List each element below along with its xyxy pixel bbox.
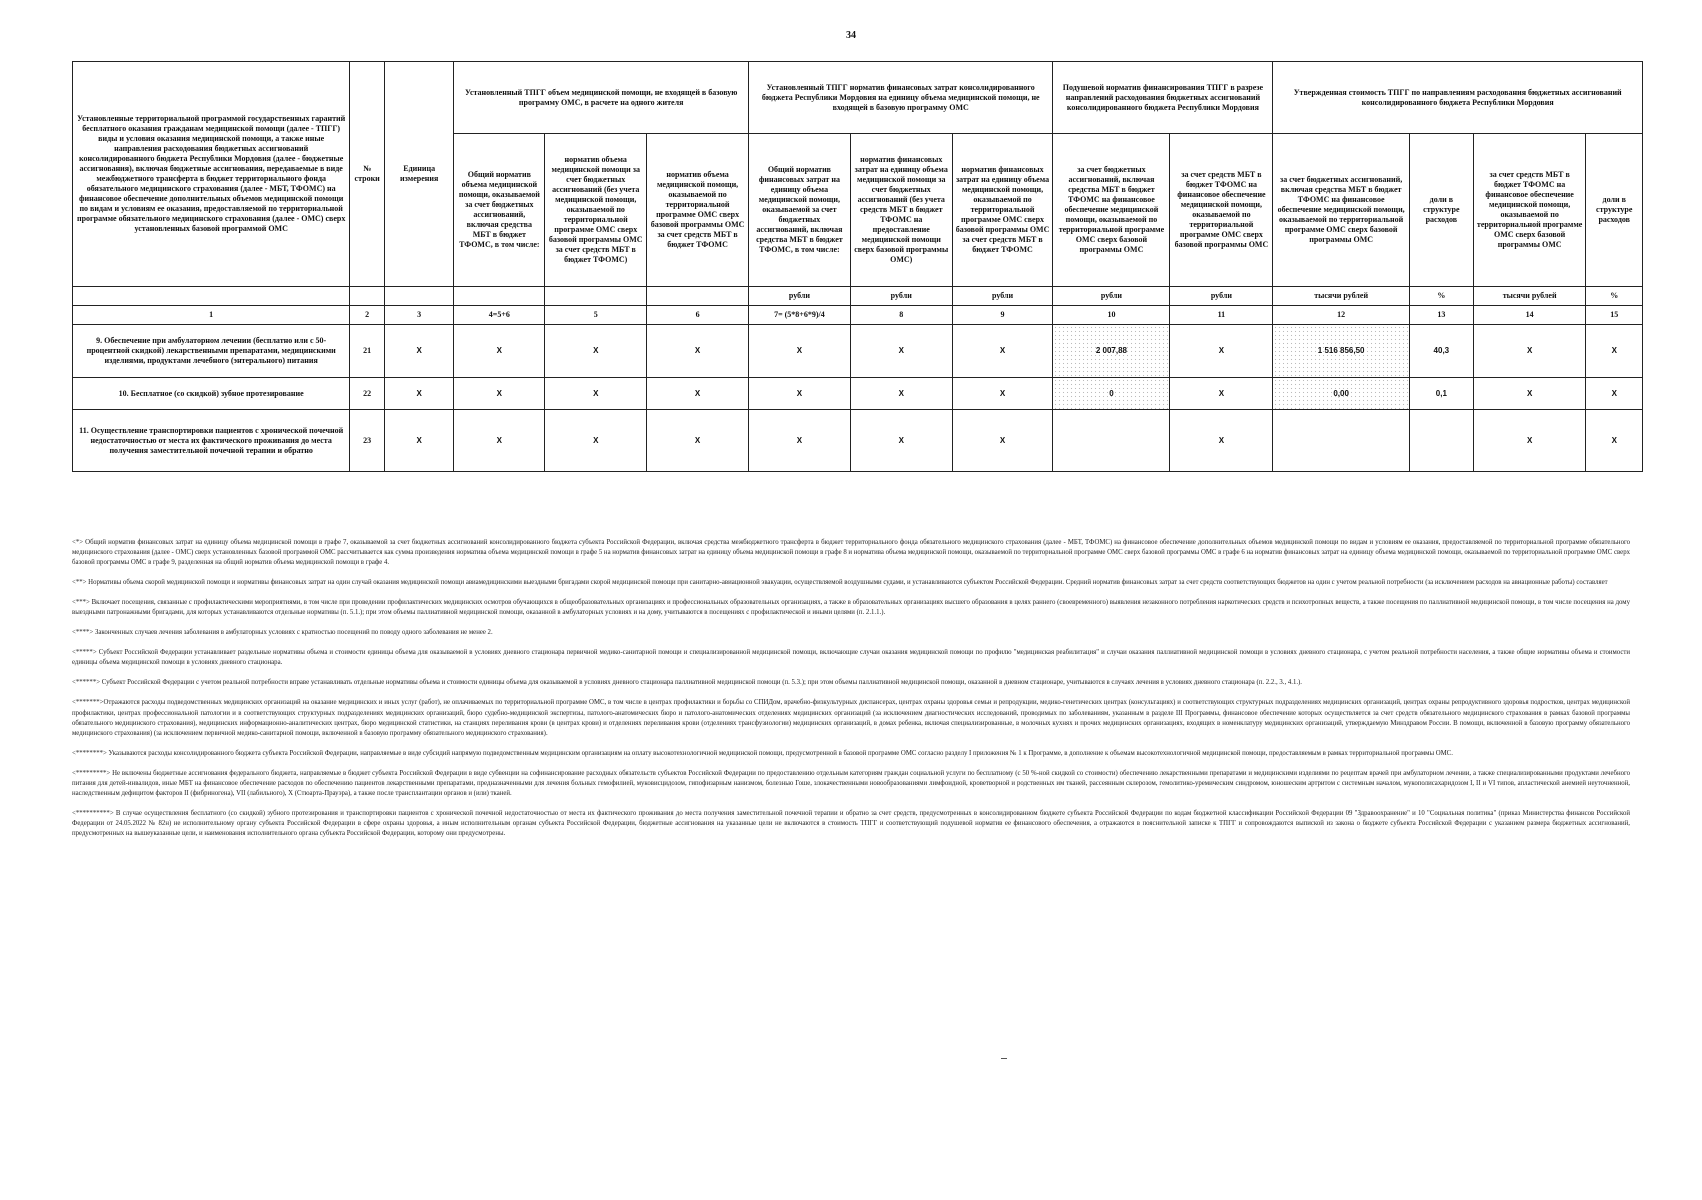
unit-7: рубли bbox=[749, 287, 851, 306]
header-main: Установленные территориальной программой государственных гарантий бесплатного оказания гражданам медицинской помощи (далее - ТПГГ) виды и условия оказания медицинской помощи, а также иные направления расходования бюджетных ассигнований консолидированного бюджета Республики Мордовия (далее - бюджетные ассигнования), включая бюджетные ассигнования, передаваемые в виде межбюджетного трансферта в бюджет территориального фонда обязательного медицинского страхования (далее - МБТ, ТФОМС) на финансовое обеспечение дополнительных объемов медицинской помощи по видам и условиям ее оказания, предоставляемой по территориальной программе обязательного медицинского страхования (далее - ОМС) сверх установленных базовой программой ОМС bbox=[73, 62, 350, 287]
cell-4: Х bbox=[454, 325, 545, 378]
table-row bbox=[73, 378, 1643, 410]
colnum: 7= (5*8+6*9)/4 bbox=[749, 306, 851, 325]
cell-10: 0 bbox=[1053, 378, 1170, 410]
cell-7: Х bbox=[749, 410, 851, 472]
sub-header-11: за счет средств МБТ в бюджет ТФОМС на финансовое обеспечение медицинской помощи, оказываемой по территориальной программе ОМС сверх базовой программы ОМС bbox=[1170, 134, 1273, 287]
colnum: 9 bbox=[952, 306, 1053, 325]
cell-8: Х bbox=[850, 378, 952, 410]
footnote: <***> Включает посещения, связанные с профилактическими мероприятиями, в том числе при проведении профилактических медицинских осмотров обучающихся в общеобразовательных организациях и профессиональных образовательных организациях, а также в образовательных организациях высшего образования в целях раннего (своевременного) выявления незаконного потребления наркотических средств и психотропных веществ, а также посещения по паллиативной медицинской помощи, в том числе посещения на дому выездными патронажными бригадами, для которых устанавливаются отдельные нормативы (п. 5.1.); при этом объемы паллиативной медицинской помощи, оказанной в амбулаторных условиях и на дому, учитываются в посещениях с профилактической и иными целями (п. 2.1.1.). bbox=[72, 599, 1630, 617]
cell-5: Х bbox=[545, 378, 647, 410]
colnum: 14 bbox=[1473, 306, 1586, 325]
cell-8: Х bbox=[850, 410, 952, 472]
cell-13: 40,3 bbox=[1409, 325, 1473, 378]
colnum: 10 bbox=[1053, 306, 1170, 325]
cell-15: Х bbox=[1586, 325, 1643, 378]
financing-table bbox=[72, 61, 1643, 472]
unit-11: рубли bbox=[1170, 287, 1273, 306]
cell-15: Х bbox=[1586, 378, 1643, 410]
unit-14: тысячи рублей bbox=[1473, 287, 1586, 306]
colnum: 11 bbox=[1170, 306, 1273, 325]
sub-header-7: Общий норматив финансовых затрат на единицу объема медицинской помощи, оказываемой за счет бюджетных ассигнований, включая средства МБТ в бюджет ТФОМС, в том числе: bbox=[749, 134, 851, 287]
row-description: 10. Бесплатное (со скидкой) зубное протезирование bbox=[73, 378, 350, 410]
unit-15: % bbox=[1586, 287, 1643, 306]
cell-4: Х bbox=[454, 378, 545, 410]
cell-12: 1 516 856,50 bbox=[1273, 325, 1410, 378]
colnum: 6 bbox=[647, 306, 749, 325]
cell-14: Х bbox=[1473, 378, 1586, 410]
page-number: 34 bbox=[846, 30, 856, 41]
units-row bbox=[73, 287, 1643, 306]
unit-10: рубли bbox=[1053, 287, 1170, 306]
sub-header-4: Общий норматив объема медицинской помощи, оказываемой за счет бюджетных ассигнований, включая средства МБТ в бюджет ТФОМС, в том числе: bbox=[454, 134, 545, 287]
cell-13 bbox=[1409, 410, 1473, 472]
cell-10: 2 007,88 bbox=[1053, 325, 1170, 378]
cell-7: Х bbox=[749, 378, 851, 410]
cell-13: 0,1 bbox=[1409, 378, 1473, 410]
cell-12 bbox=[1273, 410, 1410, 472]
group-volume: Установленный ТПГГ объем медицинской помощи, не входящей в базовую программу ОМС, в расчете на одного жителя bbox=[454, 62, 749, 134]
footnote: <****> Законченных случаев лечения заболевания в амбулаторных условиях с кратностью посещений по поводу одного заболевания не менее 2. bbox=[72, 629, 493, 637]
footnote: <*********> Не включены бюджетные ассигнования федерального бюджета, направляемые в бюджет субъекта Российской Федерации в виде субвенции на софинансирование расходных обязательств субъектов Российской Федерации по предоставлению отдельным категориям граждан социальной услуги по бесплатному (с 50 %-ной скидкой со стоимости) обеспечению лекарственными препаратами и медицинскими изделиями по рецептам врачей при амбулаторном лечении, а также специализированными продуктами лечебного питания для детей-инвалидов, иные МБТ на финансовое обеспечение расходов по обеспечению пациентов лекарственными препаратами, предназначенными для лечения больных гемофилией, муковисцидозом, гипофизарным нанизмом, болезнью Гоше, злокачественными новообразованиями лимфоидной, кроветворной и родственных им тканей, рассеянным склерозом, гемолитико-уремическим синдромом, юношеским артритом с системным началом, мукополисахаридозом I, II и VI типов, апластической анемией неуточненной, наследственным дефицитом факторов II (фибриногена), VII (лабильного), X (Стюарта-Прауэра), а также после трансплантации органов и (или) тканей. bbox=[72, 769, 1630, 797]
cell-3: Х bbox=[385, 378, 454, 410]
cell-11: Х bbox=[1170, 325, 1273, 378]
footnote: <*> Общий норматив финансовых затрат на единицу объема медицинской помощи в графе 7, оказываемой за счет бюджетных ассигнований консолидированного бюджета субъекта Российской Федерации, включая средства межбюджетного трансферта в бюджет территориального фонда обязательного медицинского страхования (далее - МБТ, ТФОМС) на финансовое обеспечение дополнительных объемов медицинской помощи по видам и условиям ее оказания, предоставляемой по территориальной программе обязательного медицинского страхования (далее - ОМС) сверх установленных базовой программой ОМС рассчитывается как сумма произведения норматива объема медицинской помощи в графе 5 на норматив финансовых затрат на единицу объема медицинской помощи в графе 8 и норматива объема медицинской помощи, оказываемой по территориальной программе ОМС сверх базовой программы ОМС в графе 6 на норматив финансовых затрат на единицу объема медицинской помощи, оказываемой по территориальной программе ОМС сверх базовой программы ОМС в графе 9, разделенная на общий норматив объема медицинской помощи в графе 4. bbox=[72, 539, 1630, 567]
sub-header-13: доли в структуре расходов bbox=[1409, 134, 1473, 287]
cell-11: Х bbox=[1170, 410, 1273, 472]
colnum: 4=5+6 bbox=[454, 306, 545, 325]
cell-8: Х bbox=[850, 325, 952, 378]
cell-10 bbox=[1053, 410, 1170, 472]
cell-6: Х bbox=[647, 378, 749, 410]
colnum: 5 bbox=[545, 306, 647, 325]
cell-14: Х bbox=[1473, 325, 1586, 378]
sub-header-5: норматив объема медицинской помощи за счет бюджетных ассигнований (без учета медицинской помощи, оказываемой по территориальной программе ОМС сверх базовой программы ОМС за счет средств МБТ в бюджет ТФОМС) bbox=[545, 134, 647, 287]
column-numbers-row bbox=[73, 306, 1643, 325]
colnum: 2 bbox=[350, 306, 385, 325]
group-norm: Установленный ТПГГ норматив финансовых затрат консолидированного бюджета Республики Мордовия на единицу объема медицинской помощи, не входящей в базовую программу ОМС bbox=[749, 62, 1053, 134]
cell-7: Х bbox=[749, 325, 851, 378]
header-row-no: № строки bbox=[350, 62, 385, 287]
row-number: 23 bbox=[350, 410, 385, 472]
cell-14: Х bbox=[1473, 410, 1586, 472]
sub-header-14: за счет средств МБТ в бюджет ТФОМС на финансовое обеспечение медицинской помощи, оказываемой по территориальной программе ОМС сверх базовой программы ОМС bbox=[1473, 134, 1586, 287]
cell-3: Х bbox=[385, 325, 454, 378]
group-cost: Утвержденная стоимость ТПГГ по направлениям расходования бюджетных ассигнований консолидированного бюджета Республики Мордовия bbox=[1273, 62, 1643, 134]
footnote: <**********> В случае осуществления бесплатного (со скидкой) зубного протезирования и транспортировки пациентов с хронической почечной недостаточностью от места их фактического проживания до места получения заместительной почечной терапии и обратно за счет средств, предусмотренных в консолидированном бюджете субъекта Российской Федерации по кодам бюджетной классификации Российской Федерации 09 "Здравоохранение" и 10 "Социальная политика" (приказ Министерства финансов Российской Федерации от 24.05.2022 № 82н) не исполнительному органу субъекта Российской Федерации в сфере охраны здоровья, а иным исполнительным органам субъекта Российской Федерации, бюджетные ассигнования на указанные цели не включаются в стоимость ТПГГ и соответствующий подушевой норматив ее финансового обеспечения, а отражаются в пояснительной записке к ТПГГ и сопровождаются выпиской из закона о бюджете субъекта Российской Федерации с указанием размера бюджетных ассигнований, предусмотренных на вышеуказанные цели, и наименования исполнительного органа субъекта Российской Федерации, которому они предусмотрены. bbox=[72, 809, 1630, 837]
row-number: 21 bbox=[350, 325, 385, 378]
footnote: <********> Указываются расходы консолидированного бюджета субъекта Российской Федерации, направляемые в виде субсидий напрямую подведомственным медицинским организациям на оплату высокотехнологичной медицинской помощи, предусмотренной в базовой программе ОМС согласно разделу I приложения № 1 к Программе, в дополнение к объемам высокотехнологичной медицинской помощи, предоставляемым в рамках территориальной программы ОМС. bbox=[72, 749, 1453, 757]
footnotes bbox=[72, 538, 1630, 849]
cell-6: Х bbox=[647, 325, 749, 378]
footnote: <*****> Субъект Российской Федерации устанавливает раздельные нормативы объема и стоимости единицы объема для оказываемой в условиях дневного стационара первичной медико-санитарной помощи и специализированной медицинской помощи, включающие случаи оказания медицинской помощи по профилю "медицинская реабилитация" и случаи оказания паллиативной медицинской помощи в условиях дневного стационара, с учетом реальной потребности населения, а также общие нормативы объема и стоимости единицы объема медицинской помощи в условиях дневного стационара. bbox=[72, 649, 1630, 667]
colnum: 13 bbox=[1409, 306, 1473, 325]
cell-9: Х bbox=[952, 325, 1053, 378]
sub-header-8: норматив финансовых затрат на единицу объема медицинской помощи за счет бюджетных ассигнований (без учета средств МБТ в бюджет ТФОМС на предоставление медицинской помощи сверх базовой программы ОМС) bbox=[850, 134, 952, 287]
sub-header-12: за счет бюджетных ассигнований, включая средства МБТ в бюджет ТФОМС на финансовое обеспечение медицинской помощи, оказываемой по территориальной программе ОМС сверх базовой программы ОМС bbox=[1273, 134, 1410, 287]
page-mark bbox=[1001, 1058, 1007, 1059]
cell-3: Х bbox=[385, 410, 454, 472]
row-description: 11. Осуществление транспортировки пациентов с хронической почечной недостаточностью от места их фактического проживания до места получения заместительной почечной терапии и обратно bbox=[73, 410, 350, 472]
cell-4: Х bbox=[454, 410, 545, 472]
unit-12: тысячи рублей bbox=[1273, 287, 1410, 306]
sub-header-9: норматив финансовых затрат на единицу объема медицинской помощи, оказываемой по территориальной программе ОМС сверх базовой программы ОМС за счет средств МБТ в бюджет ТФОМС bbox=[952, 134, 1053, 287]
cell-5: Х bbox=[545, 410, 647, 472]
group-percapita: Подушевой норматив финансирования ТПГГ в разрезе направлений расходования бюджетных ассигнований консолидированного бюджета Республики Мордовия bbox=[1053, 62, 1273, 134]
colnum: 15 bbox=[1586, 306, 1643, 325]
sub-header-15: доли в структуре расходов bbox=[1586, 134, 1643, 287]
cell-9: Х bbox=[952, 410, 1053, 472]
colnum: 1 bbox=[73, 306, 350, 325]
footnote: <******> Субъект Российской Федерации с учетом реальной потребности вправе устанавливать отдельные нормативы объема и стоимости единицы объема для оказываемой в условиях дневного стационара паллиативной медицинской помощи (п. 5.3.); при этом объемы паллиативной медицинской помощи, оказанной в дневном стационаре, учитываются в случаях лечения в условиях дневного стационара (п. 2.2., 3., 4.1.). bbox=[72, 679, 1303, 687]
cell-15: Х bbox=[1586, 410, 1643, 472]
colnum: 8 bbox=[850, 306, 952, 325]
cell-6: Х bbox=[647, 410, 749, 472]
sub-header-6: норматив объема медицинской помощи, оказываемой по территориальной программе ОМС сверх базовой программы ОМС за счет средств МБТ в бюджет ТФОМС bbox=[647, 134, 749, 287]
colnum: 3 bbox=[385, 306, 454, 325]
unit-8: рубли bbox=[850, 287, 952, 306]
cell-12: 0,00 bbox=[1273, 378, 1410, 410]
footnote: <**> Нормативы объема скорой медицинской помощи и нормативы финансовых затрат на один случай оказания медицинской помощи авиамедицинскими выездными бригадами скорой медицинской помощи при санитарно-авиационной эвакуации, осуществляемой воздушными судами, и устанавливаются субъектом Российской Федерации. Средний норматив финансовых затрат за счет средств соответствующих бюджетов на один с учетом реальной потребности (за исключением расходов на авиационные работы) составляет bbox=[72, 579, 1608, 587]
colnum: 12 bbox=[1273, 306, 1410, 325]
row-description: 9. Обеспечение при амбулаторном лечении (бесплатно или с 50-процентной скидкой) лекарственными препаратами, медицинскими изделиями, продуктами лечебного (энтерального) питания bbox=[73, 325, 350, 378]
header-unit: Единица измерения bbox=[385, 62, 454, 287]
unit-13: % bbox=[1409, 287, 1473, 306]
footnote: <*******>Отражаются расходы подведомственных медицинских организаций на оказание медицинских и иных услуг (работ), не оплачиваемых по территориальной программе ОМС, в том числе в центрах профилактики и борьбы со СПИДом, врачебно-физкультурных диспансерах, центрах охраны здоровья семьи и репродукции, медико-генетических центрах (консультациях) и соответствующих структурных подразделениях медицинских организаций, центрах охраны репродуктивного здоровья подростков, центрах медицинской профилактики, центрах профессиональной патологии и в соответствующих структурных подразделениях медицинских организаций, бюро судебно-медицинской экспертизы, патолого-анатомических бюро и патолого-анатомических отделениях медицинских организаций (за исключением диагностических исследований, проводимых по заболеваниям, указанным в разделе III Программы, финансовое обеспечение которых осуществляется за счет средств обязательного медицинского страхования в рамках базовой программы обязательного медицинского страхования), медицинских информационно-аналитических центрах, бюро медицинской статистики, на станциях переливания крови (в центрах крови) и отделениях переливания крови (отделениях трансфузиологии) медицинских организаций, в домах ребенка, включая специализированные, в молочных кухнях и прочих медицинских организациях, входящих в номенклатуру медицинских организаций, утверждаемую Минздравом России. В помощи, включенной в базовую программу обязательного медицинского страхования) (за исключением первичной медико-санитарной помощи, включенной в базовую программу обязательного медицинского страхования). bbox=[72, 699, 1630, 737]
unit-9: рубли bbox=[952, 287, 1053, 306]
cell-9: Х bbox=[952, 378, 1053, 410]
table-row bbox=[73, 325, 1643, 378]
sub-header-10: за счет бюджетных ассигнований, включая средства МБТ в бюджет ТФОМС на финансовое обеспечение медицинской помощи, оказываемой по территориальной программе ОМС сверх базовой программы ОМС bbox=[1053, 134, 1170, 287]
cell-5: Х bbox=[545, 325, 647, 378]
table-row bbox=[73, 410, 1643, 472]
cell-11: Х bbox=[1170, 378, 1273, 410]
row-number: 22 bbox=[350, 378, 385, 410]
